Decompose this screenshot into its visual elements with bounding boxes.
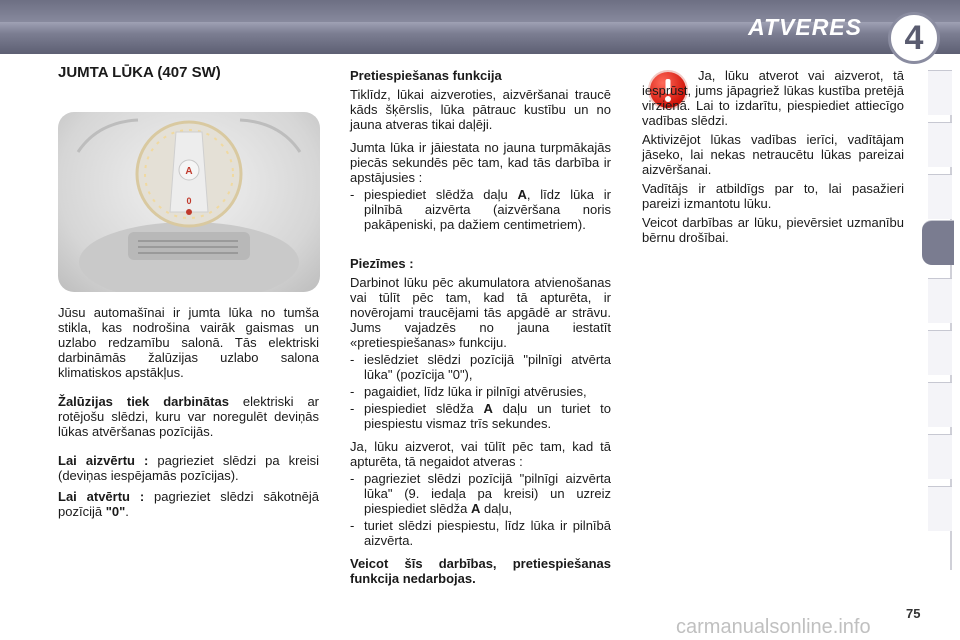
roof-switch-illustration bbox=[58, 112, 320, 292]
anti-pinch-p1: Tiklīdz, lūkai aizveroties, aizvēršanai traucē kāds šķērslis, lūka pātrauc kustību un no jauna atveras tikai daļēji. bbox=[350, 87, 611, 132]
open-value: "0" bbox=[105, 504, 126, 519]
chapter-tab[interactable] bbox=[928, 382, 952, 427]
chapter-title: ATVERES bbox=[748, 14, 862, 40]
middle-column bbox=[350, 68, 611, 594]
open-end: . bbox=[125, 504, 129, 519]
chapter-tab[interactable] bbox=[928, 330, 952, 375]
open-bold: Lai atvērtu : bbox=[58, 489, 145, 504]
intro-paragraph: Jūsu automašīnai ir jumta lūka no tumša stikla, kas nodrošina vairāk gaismas un uzlabo redzamību salonā. Tās elektriski darbināmās žalūzijas uzlabo salona klimatiskos apstākļus. bbox=[58, 305, 319, 380]
switch-label-a: A bbox=[185, 166, 193, 177]
close-text: pagrieziet slēdzi pa kreisi (deviņas iespējamās pozīcijas). bbox=[58, 453, 319, 483]
reopen-step: - turiet slēdzi piespiestu, līdz lūka ir pilnībā aizvērta. bbox=[350, 518, 611, 548]
reset-step: - piespiediet slēdža daļu A, līdz lūka ir pilnībā aizvērta (aizvēršana noris pakāpeniski, pa dažiem centimetriem). bbox=[350, 187, 611, 232]
child-safety-paragraph: Veicot darbības ar lūku, pievērsiet uzmanību bērnu drošībai. bbox=[642, 215, 904, 245]
page-number: 75 bbox=[906, 606, 921, 621]
driver-attention-paragraph: Aktivizējot lūkas vadības ierīci, vadītājam jāseko, lai nekas netraucētu lūkas pareizai aizvēršanai. bbox=[642, 132, 904, 177]
chapter-tab[interactable] bbox=[928, 434, 952, 479]
blinds-bold: Žalūzijas tiek darbinātas bbox=[58, 394, 229, 409]
chapter-tab[interactable] bbox=[928, 486, 952, 531]
reinit-steps-list bbox=[350, 352, 611, 431]
chapter-number-badge: 4 bbox=[888, 12, 940, 64]
open-text: pagrieziet slēdzi sākotnējā pozīcijā bbox=[58, 489, 319, 519]
close-bold: Lai aizvērtu : bbox=[58, 453, 149, 468]
reinit-step: - pagaidiet, līdz lūka ir pilnīgi atvērusies, bbox=[350, 384, 611, 399]
blinds-paragraph bbox=[58, 394, 319, 439]
roof-switch-photo bbox=[58, 112, 320, 292]
left-column bbox=[58, 305, 319, 527]
chapter-header bbox=[0, 0, 960, 54]
watermark: carmanualsonline.info bbox=[676, 616, 871, 638]
warning-text: Ja, lūku atverot vai aizverot, tā iesprūst, jums jāpagriež lūkas kustība pretējā virzienā. Lai to izdarītu, piespiediet attiecīgo vadības slēdzi. bbox=[642, 68, 904, 128]
right-column bbox=[642, 68, 904, 253]
reopen-steps-list bbox=[350, 471, 611, 548]
chapter-side-navigation bbox=[928, 70, 960, 570]
anti-pinch-disabled-note: Veicot šīs darbības, pretiespiešanas funkcija nedarbojas. bbox=[350, 556, 611, 586]
blinds-text: elektriski ar rotējošu slēdzi, kuru var noregulēt deviņās lūkas atvēršanas pozīcijās. bbox=[58, 394, 319, 439]
switch-label-zero: 0 bbox=[186, 196, 192, 206]
open-paragraph bbox=[58, 489, 319, 519]
close-paragraph bbox=[58, 453, 319, 483]
reinit-step: - ieslēdziet slēdzi pozīcijā "pilnīgi atvērta lūka" (pozīcija "0"), bbox=[350, 352, 611, 382]
reset-steps-list bbox=[350, 187, 611, 232]
reinit-step: - piespiediet slēdža A daļu un turiet to piespiestu vismaz trīs sekundes. bbox=[350, 401, 611, 431]
anti-pinch-p2: Jumta lūka ir jāiestata no jauna turpmākajās piecās sekundēs pēc tam, kad tās darbība ir apstājusies : bbox=[350, 140, 611, 185]
reopen-step: - pagrieziet slēdzi pozīcijā "pilnīgi aizvērta lūka" (9. iedaļa pa kreisi) un uzreiz piespiediet slēdža A daļu, bbox=[350, 471, 611, 516]
notes-paragraph: Darbinot lūku pēc akumulatora atvienošanas vai tūlīt pēc tam, kad tā apturēta, ir novērojami traucējami tās apgādē ar strāvu. Jums vajadzēs no jauna iestatīt «pretiespiešanas» funkciju. bbox=[350, 275, 611, 350]
section-title: JUMTA LŪKA (407 SW) bbox=[58, 64, 221, 81]
chapter-tab[interactable] bbox=[928, 174, 952, 219]
chapter-tab[interactable] bbox=[928, 70, 952, 115]
reopen-paragraph: Ja, lūku aizverot, vai tūlīt pēc tam, kad tā apturēta, tā negaidot atveras : bbox=[350, 439, 611, 469]
notes-title: Piezīmes : bbox=[350, 256, 414, 271]
driver-responsibility-paragraph: Vadītājs ir atbildīgs par to, lai pasažieri pareizi izmantotu lūku. bbox=[642, 181, 904, 211]
anti-pinch-title: Pretiespiešanas funkcija bbox=[350, 68, 502, 83]
chapter-tab[interactable] bbox=[928, 122, 952, 167]
chapter-tab[interactable] bbox=[928, 278, 952, 323]
chapter-tab-active[interactable] bbox=[922, 220, 954, 265]
